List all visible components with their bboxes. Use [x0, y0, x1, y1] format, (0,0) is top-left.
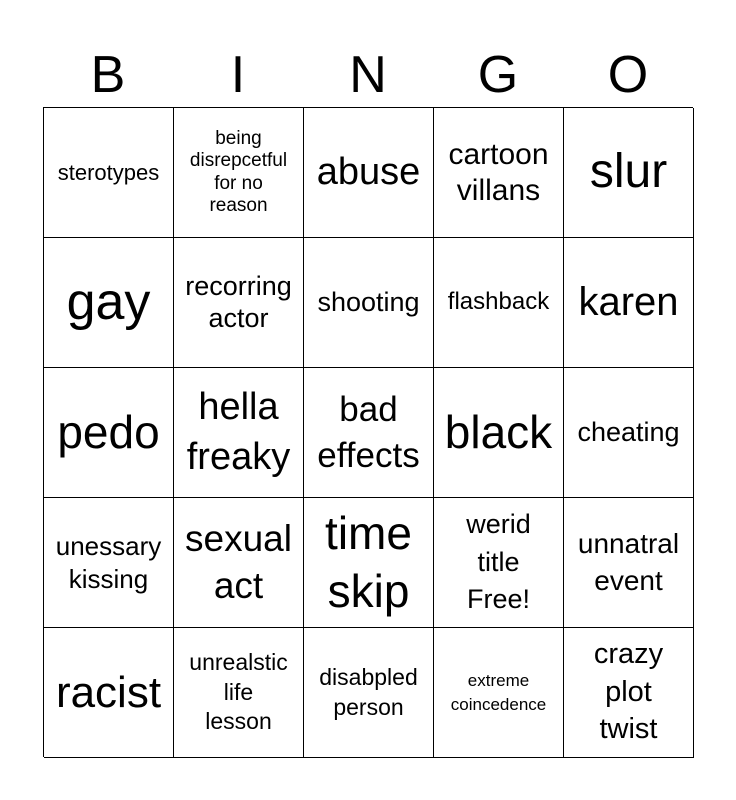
- bingo-cell[interactable]: [44, 628, 174, 758]
- bingo-board: [43, 107, 693, 757]
- cell-text: flashback: [447, 288, 550, 316]
- cell-text: extreme coincedence: [450, 670, 547, 714]
- bingo-cell[interactable]: [174, 368, 304, 498]
- bingo-cell[interactable]: [564, 628, 694, 758]
- cell-text: shooting: [317, 286, 420, 317]
- cell-text: bad effects: [317, 390, 420, 475]
- bingo-cell[interactable]: [434, 108, 564, 238]
- cell-text: recorring actor: [185, 270, 292, 333]
- bingo-cell[interactable]: [564, 108, 694, 238]
- bingo-cell[interactable]: [434, 498, 564, 628]
- bingo-cell[interactable]: [174, 628, 304, 758]
- bingo-cell[interactable]: [434, 368, 564, 498]
- bingo-cell[interactable]: [564, 368, 694, 498]
- header-letter-i: I: [230, 46, 246, 104]
- cell-text: cheating: [577, 416, 680, 447]
- cell-text: racist: [55, 667, 162, 717]
- cell-text: hella freaky: [186, 386, 291, 478]
- cell-text: black: [444, 406, 553, 459]
- bingo-cell[interactable]: [564, 498, 694, 628]
- cell-text: abuse: [316, 151, 421, 194]
- cell-text: unnatral event: [577, 528, 680, 596]
- header-letter-n: N: [349, 46, 387, 104]
- cell-text: slur: [589, 145, 668, 199]
- cell-text: werid title Free!: [466, 508, 531, 615]
- header-letter-b: B: [90, 46, 126, 104]
- bingo-cell[interactable]: [44, 498, 174, 628]
- bingo-cell[interactable]: [44, 368, 174, 498]
- bingo-cell[interactable]: [434, 238, 564, 368]
- bingo-cell[interactable]: [304, 368, 434, 498]
- cell-text: disabpled person: [319, 663, 418, 720]
- cell-text: sterotypes: [57, 159, 160, 185]
- bingo-cell[interactable]: [174, 498, 304, 628]
- bingo-header: [43, 44, 693, 106]
- header-letter-g: G: [477, 46, 519, 104]
- bingo-cell[interactable]: [564, 238, 694, 368]
- bingo-cell[interactable]: [304, 108, 434, 238]
- cell-text: gay: [66, 272, 151, 331]
- bingo-cell[interactable]: [174, 108, 304, 238]
- cell-text: pedo: [57, 406, 160, 459]
- bingo-cell[interactable]: [174, 238, 304, 368]
- cell-text: unrealstic life lesson: [189, 648, 288, 735]
- bingo-cell[interactable]: [304, 238, 434, 368]
- bingo-cell[interactable]: [434, 628, 564, 758]
- cell-text: cartoon villans: [448, 138, 549, 207]
- bingo-cell[interactable]: [304, 498, 434, 628]
- cell-text: sexual act: [185, 518, 292, 606]
- cell-text: unessary kissing: [55, 531, 162, 594]
- bingo-cell[interactable]: [44, 108, 174, 238]
- cell-text: crazy plot twist: [593, 637, 664, 746]
- cell-text: karen: [578, 279, 679, 324]
- bingo-cell[interactable]: [304, 628, 434, 758]
- header-letter-o: O: [607, 46, 649, 104]
- bingo-cell[interactable]: [44, 238, 174, 368]
- cell-text: time skip: [325, 507, 412, 617]
- cell-text: being disrepcetful for no reason: [189, 127, 288, 216]
